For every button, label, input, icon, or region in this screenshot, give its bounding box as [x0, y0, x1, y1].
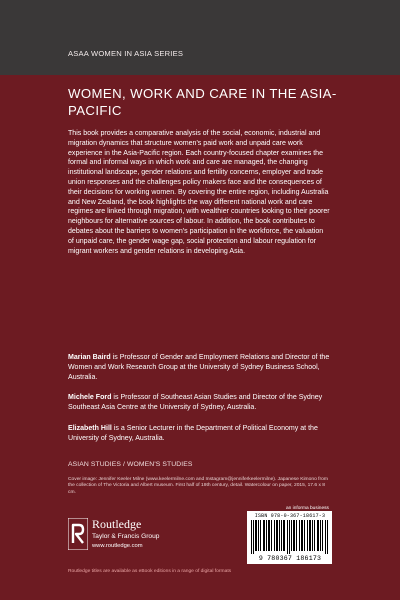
author-bio-text: is Professor of Southeast Asian Studies and Director of the Sydney Southeast Asia Centre at the University of Sydney, Australia.	[68, 394, 323, 411]
author-name: Elizabeth Hill	[68, 425, 112, 432]
author-bio-text: is a Senior Lecturer in the Department of Political Economy at the University of Sydney, Australia.	[68, 425, 318, 442]
publisher-name: Routledge	[92, 517, 142, 531]
author-bio	[68, 353, 330, 382]
informa-tagline: an informa business	[286, 506, 329, 511]
book-title: WOMEN, WORK AND CARE IN THE ASIA-PACIFIC	[68, 86, 337, 118]
author-bio	[68, 393, 330, 413]
author-name: Marian Baird	[68, 354, 111, 361]
series-name: ASAA WOMEN IN ASIA SERIES	[68, 49, 184, 58]
isbn-barcode	[247, 511, 332, 564]
barcode-icon	[251, 520, 328, 554]
ebook-note: Routledge titles are available as eBook editions in a range of digital formats	[68, 569, 232, 574]
isbn-label: ISBN 978-0-367-18617-3	[254, 513, 326, 519]
publisher-group: Taylor & Francis Group	[92, 533, 160, 540]
author-bio	[68, 424, 330, 444]
publisher-url[interactable]: www.routledge.com	[92, 543, 143, 549]
cover-credit: Cover image: Jennifer Keeler Milne (www.keelermilne.com and Instagram@jenniferkeelermilne). Japanese Kimono from the collection of The Victoria and Albert museum. First half of 19th century, detail. Watercolour on paper, 2015, 17.6 x 8 cm.	[68, 477, 328, 495]
top-band	[0, 0, 400, 75]
routledge-logo-icon	[68, 518, 88, 550]
isbn-digits: 9 780367 186173	[258, 555, 322, 562]
author-bio-text: is Professor of Gender and Employment Relations and Director of the Women and Work Research Group at the University of Sydney Business School, Australia.	[68, 354, 330, 381]
book-description: This book provides a comparative analysis of the social, economic, industrial and migration dynamics that structure women's paid work and unpaid care work experience in the Asia-Pacific region. Each country-focused chapter examines the formal and informal ways in which work and care are managed, the changing institutional landscape, gender relations and fertility concerns, employer and trade union responses and the challenges policy makers face and the consequences of their decisions for working women. By covering the entire region, including Australia and New Zealand, the book highlights the way different national work and care regimes are linked through migration, with wealthier countries looking to their poorer neighbours for alternative sources of labour. In addition, the book contributes to debates about the barriers to women's participation in the workforce, the valuation of unpaid care, the gender wage gap, social protection and labour regulation for migrant workers and gender relations in developing Asia.	[68, 130, 330, 255]
author-name: Michele Ford	[68, 394, 112, 401]
subject-categories: ASIAN STUDIES / WOMEN'S STUDIES	[68, 461, 193, 468]
